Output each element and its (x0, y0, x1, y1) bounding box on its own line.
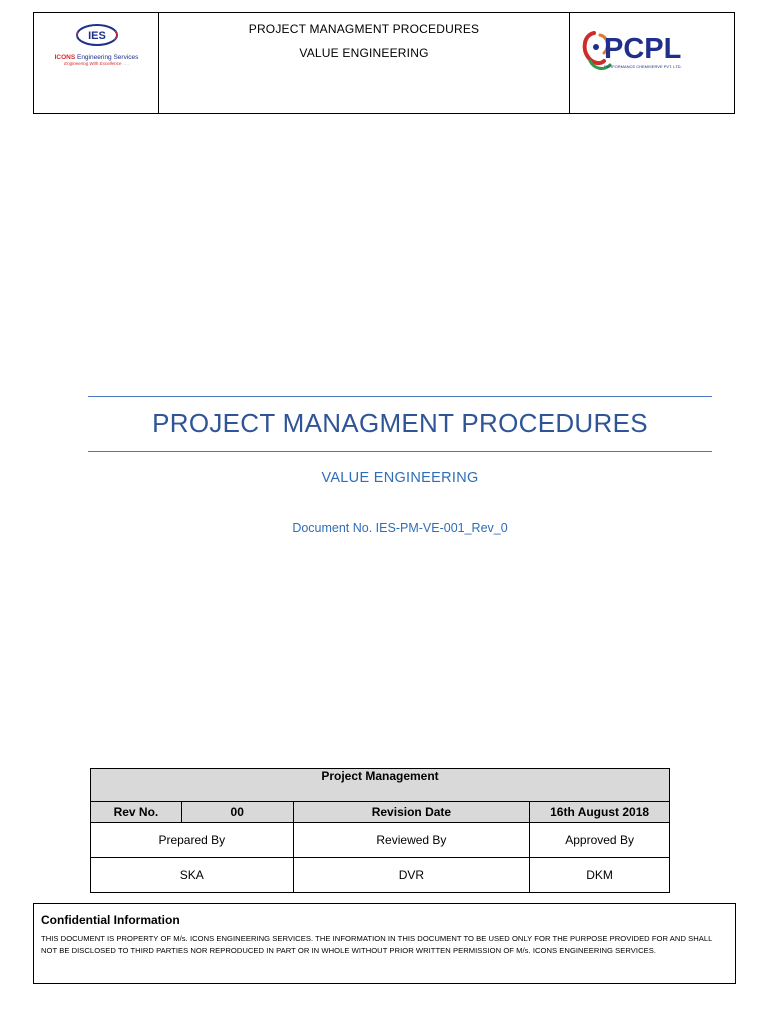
icons-tagline: Engineering With Excellence . . . (64, 61, 129, 66)
document-title: PROJECT MANAGMENT PROCEDURES (152, 408, 648, 438)
prepared-by-value: SKA (91, 858, 294, 893)
revision-date-value: 16th August 2018 (530, 802, 670, 823)
table-row (91, 802, 670, 823)
table-row (91, 769, 670, 802)
document-number: Document No. IES-PM-VE-001_Rev_0 (292, 521, 508, 535)
document-subtitle: VALUE ENGINEERING (321, 470, 479, 486)
table-caption: Project Management (91, 769, 670, 802)
title-top-rule (88, 396, 712, 397)
reviewed-by-label: Reviewed By (293, 823, 530, 858)
revision-date-label: Revision Date (293, 802, 530, 823)
reviewed-by-value: DVR (293, 858, 530, 893)
ies-logo-icon (75, 23, 119, 47)
prepared-by-label: Prepared By (91, 823, 294, 858)
confidential-body: THIS DOCUMENT IS PROPERTY OF M/s. ICONS ENGINEERING SERVICES. THE INFORMATION IN THIS DOCUMENT TO BE USED ONLY FOR THE PURPOSE PROVIDED FOR AND SHALL NOT BE DISCLOSED TO THIRD PARTIES NOR REPRODUCED IN PART OR IN WHOLE WITHOUT PRIOR WRITTEN PERMISSION OF M/s. ICONS ENGINEERING SERVICES. (41, 934, 713, 955)
page-header (33, 12, 735, 114)
approved-by-value: DKM (530, 858, 670, 893)
header-left-logo-cell (34, 13, 159, 113)
table-row (91, 858, 670, 893)
confidential-notice (33, 903, 736, 984)
approval-table (90, 768, 670, 893)
pcpl-tagline: PERFORMANCE CHEMISERVE PVT. LTD. (604, 64, 682, 69)
header-line-1: PROJECT MANAGMENT PROCEDURES (248, 22, 480, 36)
approved-by-label: Approved By (530, 823, 670, 858)
header-right-logo-cell (569, 13, 734, 113)
rev-no-value: 00 (181, 802, 293, 823)
header-title-cell (159, 13, 569, 113)
header-line-2: VALUE ENGINEERING (299, 46, 429, 60)
table-row (91, 823, 670, 858)
svg-text:IES: IES (87, 30, 106, 42)
pcpl-logo (580, 25, 725, 75)
icons-company-name: ICONS Engineering Services (54, 54, 139, 61)
rev-no-label: Rev No. (91, 802, 182, 823)
icons-logo (34, 23, 159, 67)
confidential-title: Confidential Information (41, 913, 180, 927)
title-bottom-rule (88, 451, 712, 452)
pcpl-wordmark: PCPL (604, 33, 682, 65)
